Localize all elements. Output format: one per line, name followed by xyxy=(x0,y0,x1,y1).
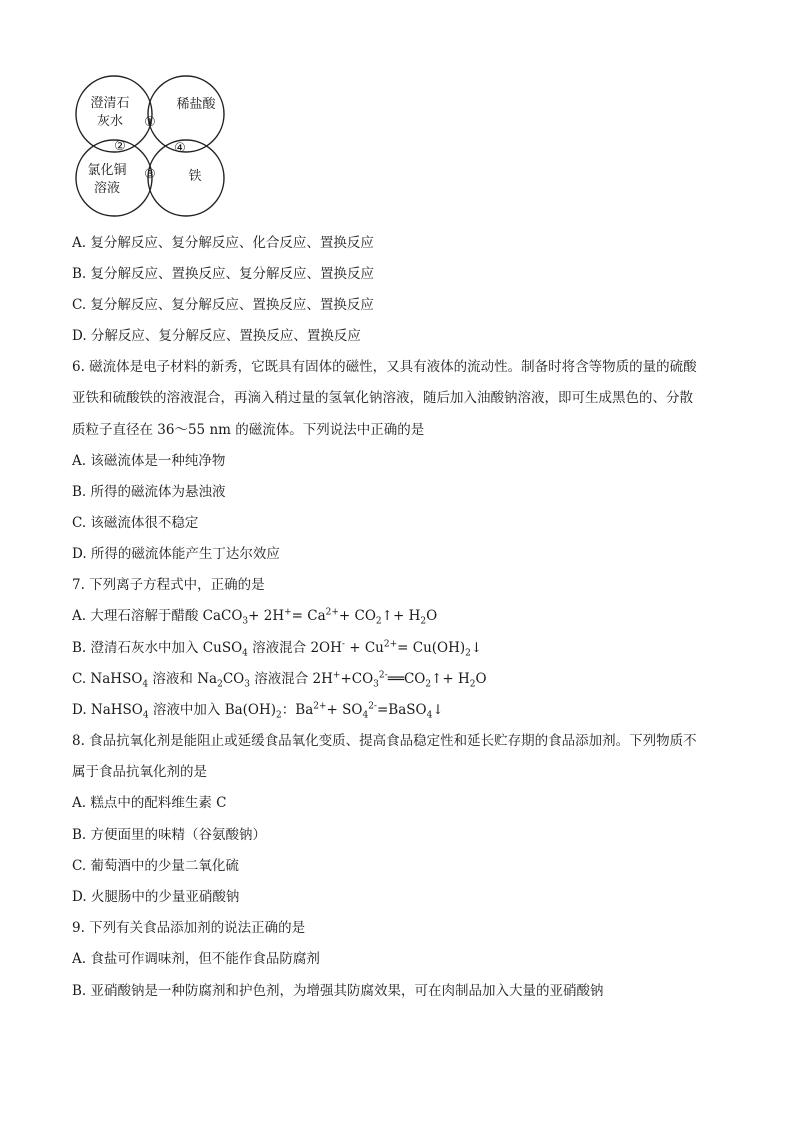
venn-diagram-svg xyxy=(74,74,230,218)
q8-stem-line2: 属于食品抗氧化剂的是 xyxy=(72,764,207,780)
q7-option-b: B. 澄清石灰水中加入 CuSO$_4$ 溶液混合 $2OH^- + Cu^{2+}=$ $Cu(OH)_2↓$ xyxy=(72,639,483,659)
intersection-2: ② xyxy=(114,139,126,154)
q5-option-b: B. 复分解反应、置换反应、复分解反应、置换反应 xyxy=(72,266,375,282)
label-top-right: 稀盐酸 xyxy=(176,97,216,112)
q8-option-a: A. 糕点中的配料维生素 C xyxy=(72,795,227,811)
q5-option-d: D. 分解反应、复分解反应、置换反应、置换反应 xyxy=(72,328,361,344)
q8-option-c: C. 葡萄酒中的少量二氧化硫 xyxy=(72,858,239,874)
label-bottom-left-line2: 溶液 xyxy=(93,181,121,196)
q8-option-b: B. 方便面里的味精（谷氨酸钠） xyxy=(72,827,267,843)
q7-option-a: A. 大理石溶解于醋酸 CaCO$_3$+ $2H^+= Ca^{2+}+$ $CO_2↑+ H_2O$ xyxy=(72,607,438,627)
q9-option-b: B. 亚硝酸钠是一种防腐剂和护色剂，为增强其防腐效果，可在肉制品加入大量的亚硝酸钠 xyxy=(72,983,604,999)
q9-option-a: A. 食盐可作调味剂，但不能作食品防腐剂 xyxy=(72,951,320,967)
q6-option-d: D. 所得的磁流体能产生丁达尔效应 xyxy=(72,546,280,562)
q9-stem: 9. 下列有关食品添加剂的说法正确的是 xyxy=(72,920,306,936)
label-bottom-right: 铁 xyxy=(188,169,202,184)
q8-stem-line1: 8. 食品抗氧化剂是能阻止或延缓食品氧化变质、提高食品稳定性和延长贮存期的食品添加剂。下列物质不 xyxy=(72,733,697,749)
q5-option-a: A. 复分解反应、复分解反应、化合反应、置换反应 xyxy=(72,235,374,251)
q5-option-c: C. 复分解反应、复分解反应、置换反应、置换反应 xyxy=(72,297,374,313)
intersection-4: ④ xyxy=(174,141,186,156)
q6-option-c: C. 该磁流体很不稳定 xyxy=(72,515,199,531)
venn-diagram xyxy=(74,74,230,218)
label-bottom-left-line1: 氯化铜 xyxy=(87,163,127,178)
label-top-left-line1: 澄清石 xyxy=(90,96,130,111)
q6-stem-line1: 6. 磁流体是电子材料的新秀，它既具有固体的磁性，又具有液体的流动性。制备时将含等物质的量的硫酸 xyxy=(72,359,697,375)
q6-option-b: B. 所得的磁流体为悬浊液 xyxy=(72,484,226,500)
q6-stem-line2: 亚铁和硫酸铁的溶液混合，再滴入稍过量的氢氧化钠溶液，随后加入油酸钠溶液，即可生成黑色的、分散 xyxy=(72,390,693,406)
intersection-3: ③ xyxy=(144,167,156,182)
q6-stem-line3: 质粒子直径在 36～55 nm 的磁流体。下列说法中正确的是 xyxy=(72,422,425,438)
intersection-1: ① xyxy=(144,115,156,130)
q7-stem: 7. 下列离子方程式中，正确的是 xyxy=(72,577,265,593)
q7-option-d: D. NaHSO$_4$ 溶液中加入 $Ba(OH)_2$：$Ba^{2+}+$ $SO_4^{2-}=BaSO_4↓$ xyxy=(72,701,444,721)
q6-option-a: A. 该磁流体是一种纯净物 xyxy=(72,453,226,469)
label-top-left-line2: 灰水 xyxy=(96,114,124,129)
q8-option-d: D. 火腿肠中的少量亚硝酸钠 xyxy=(72,889,240,905)
q7-option-c: C. NaHSO$_4$ 溶液和 $Na_2CO_3$ 溶液混合 $2H^++CO_3^{2-}══CO_2↑+ H_2O$ xyxy=(72,670,487,690)
